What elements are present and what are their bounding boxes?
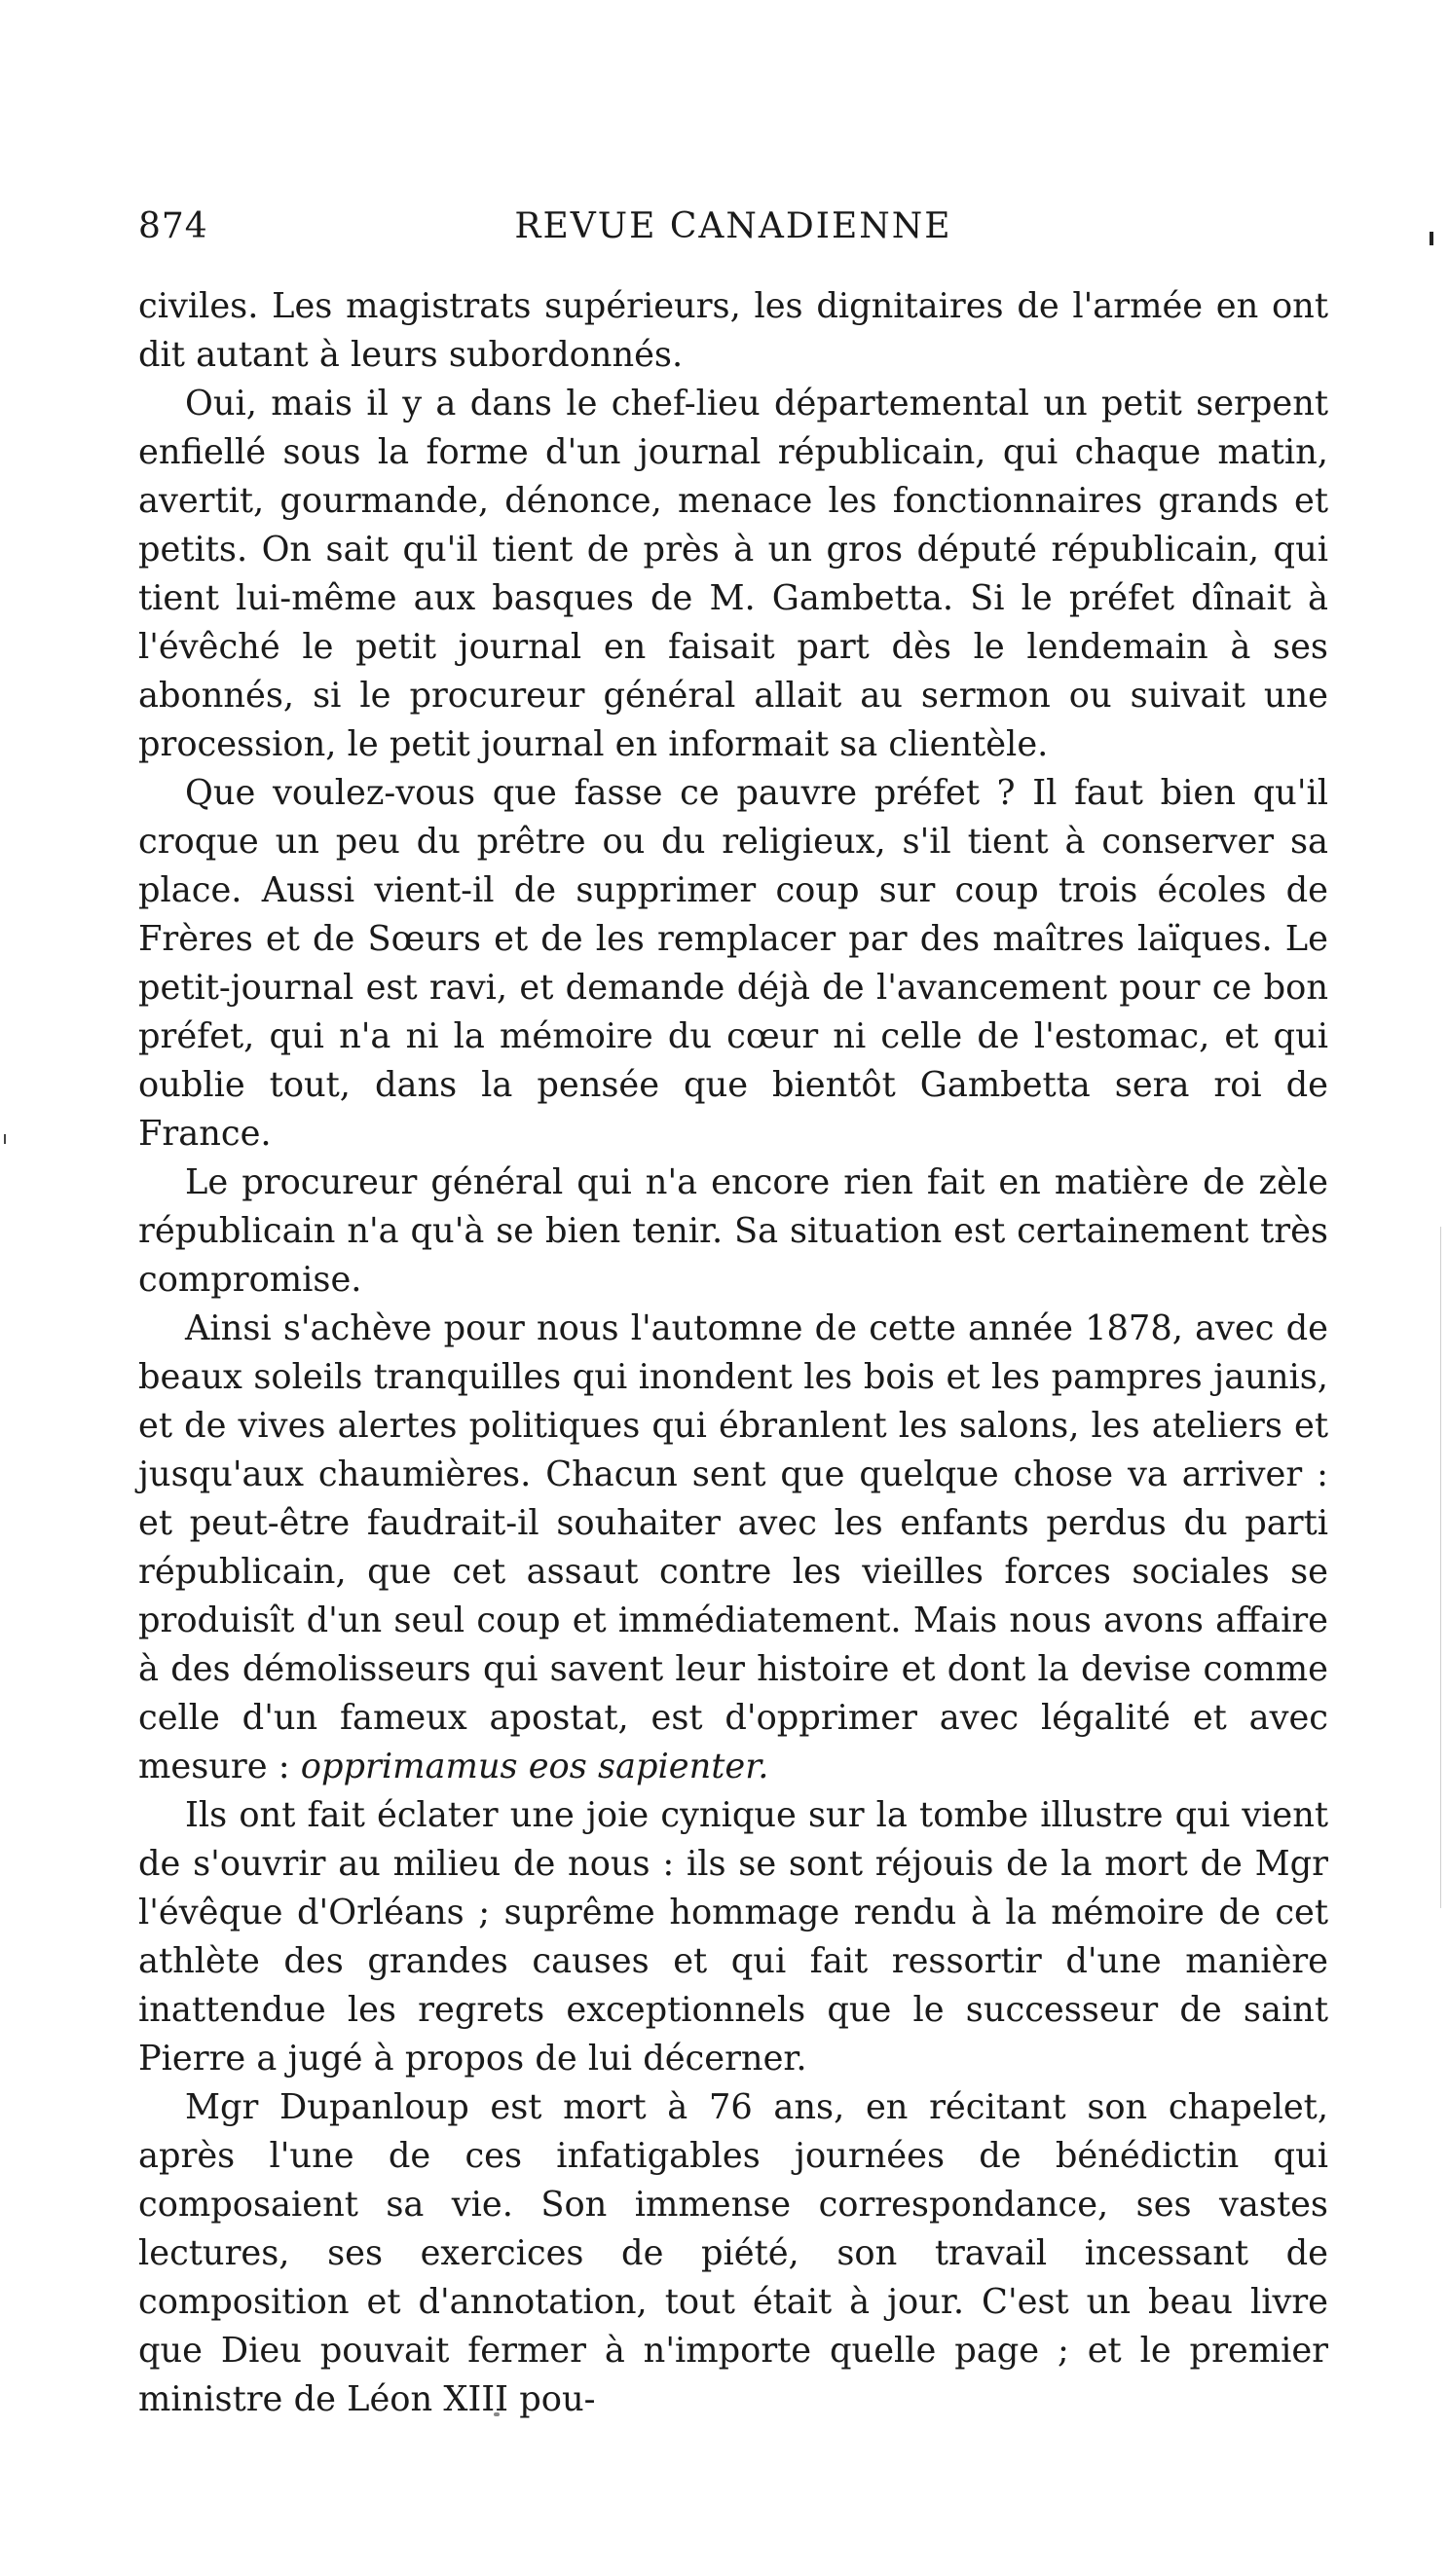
paragraph: civiles. Les magistrats supérieurs, les dignitaires de l'armée en ont dit autant à leurs subordonnés.: [138, 286, 1328, 375]
paragraph: Oui, mais il y a dans le chef-lieu départemental un petit serpent enfiellé sous la forme d'un journal républicain, qui chaque matin, avertit, gourmande, dénonce, menace les fonctionnaires grands et petits. On sait qu'il tient de près à un gros député républicain, qui tient lui-même aux basques de M. Gambetta. Si le préfet dînait à l'évêché le petit journal en faisait part dès le lendemain à ses abonnés, si le procureur général allait au sermon ou suivait une procession, le petit journal en informait sa clientèle.: [138, 384, 1328, 764]
scan-edge-shadow: [1440, 1227, 1441, 1908]
page-number: 874: [138, 206, 208, 246]
article-body: [138, 282, 1328, 2424]
running-head: [138, 195, 1328, 249]
paragraph: Le procureur général qui n'a encore rien fait en matière de zèle républicain n'a qu'à se bien tenir. Sa situation est certainement très compromise.: [138, 1162, 1328, 1300]
paragraph: Que voulez-vous que fasse ce pauvre préfet ? Il faut bien qu'il croque un peu du prêtre ou du religieux, s'il tient à conserver sa place. Aussi vient-il de supprimer coup sur coup trois écoles de Frères et de Sœurs et de les remplacer par des maîtres laïques. Le petit-journal est ravi, et demande déjà de l'avancement pour ce bon préfet, qui n'a ni la mémoire du cœur ni celle de l'estomac, et qui oublie tout, dans la pensée que bientôt Gambetta sera roi de France.: [138, 773, 1328, 1154]
scan-mark: [4, 1134, 6, 1144]
journal-title: REVUE CANADIENNE: [514, 206, 952, 246]
page: [138, 195, 1328, 2424]
paragraph: Ils ont fait éclater une joie cynique sur la tombe illustre qui vient de s'ouvrir au milieu de nous : ils se sont réjouis de la mort de Mgr l'évêque d'Orléans ; suprême hommage rendu à la mémoire de cet athlète des grandes causes et qui fait ressortir d'une manière inattendue les regrets exceptionnels que le successeur de saint Pierre a jugé à propos de lui décerner.: [138, 1795, 1328, 2079]
paragraph-text: Ainsi s'achève pour nous l'automne de cette année 1878, avec de beaux soleils tranquilles qui inondent les bois et les pampres jaunis, et de vives alertes politiques qui ébranlent les salons, les ateliers et jusqu'aux chaumières. Chacun sent que quelque chose va arriver : et peut-être faudrait-il souhaiter avec les enfants perdus du parti républicain, que cet assaut contre les vieilles forces sociales se produisît d'un seul coup et immédiatement. Mais nous avons affaire à des démolisseurs qui savent leur histoire et dont la devise comme celle d'un fameux apostat, est d'opprimer avec légalité et avec mesure :: [138, 1308, 1328, 1786]
paragraph: Mgr Dupanloup est mort à 76 ans, en récitant son chapelet, après l'une de ces infatigables journées de bénédictin qui composaient sa vie. Son immense correspondance, ses vastes lectures, ses exercices de piété, son travail incessant de composition et d'annotation, tout était à jour. C'est un beau livre que Dieu pouvait fermer à n'importe quelle page ; et le premier ministre de Léon XIII pou-: [138, 2087, 1328, 2419]
scan-mark: [1430, 232, 1433, 245]
paragraph: [138, 1305, 1328, 1791]
latin-quote: opprimamus eos sapienter.: [300, 1747, 769, 1786]
